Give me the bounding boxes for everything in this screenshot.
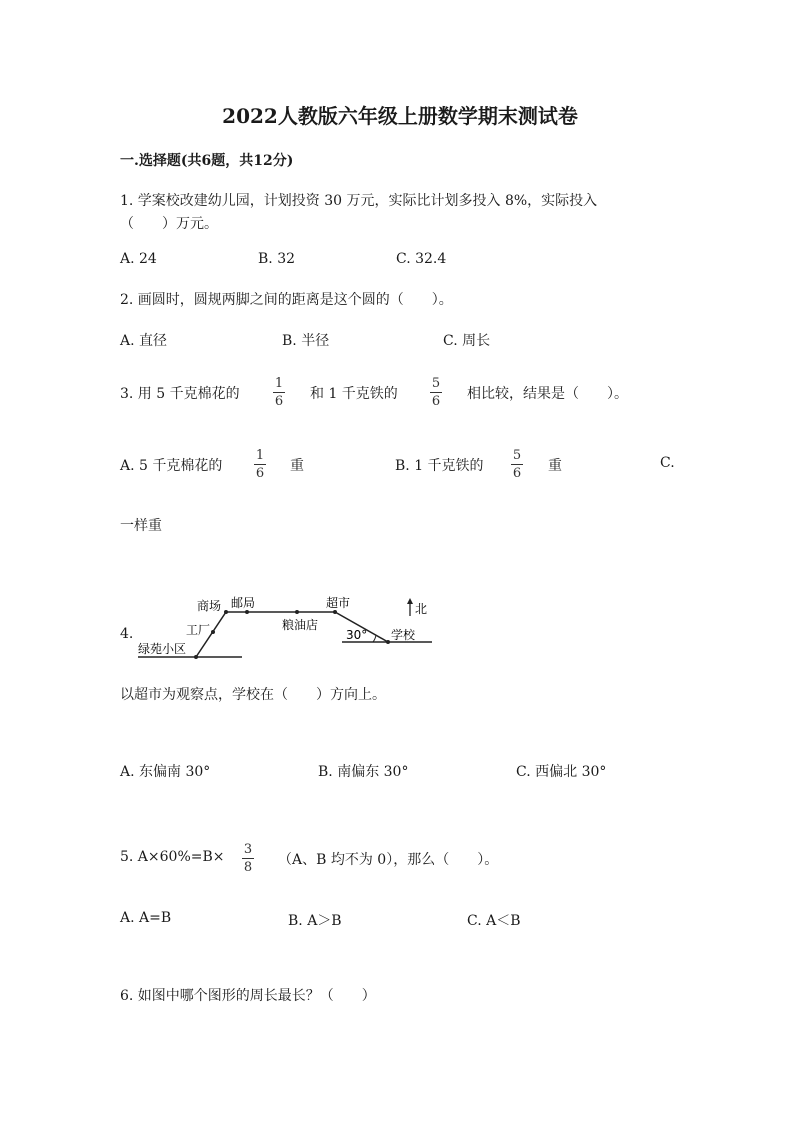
point-shangchang xyxy=(224,610,228,614)
q1-option-c: C. 32.4 xyxy=(396,251,447,267)
label-gongchang: 工厂 xyxy=(186,623,211,637)
q2-option-a: A. 直径 xyxy=(120,333,168,349)
q3-text-part1: 3. 用 5 千克棉花的 xyxy=(120,386,240,402)
point-chaoshi xyxy=(333,610,337,614)
q5-text-part2: （A、B 均不为 0），那么（ ）。 xyxy=(278,852,499,868)
q4-option-b: B. 南偏东 30° xyxy=(318,764,409,780)
q3-fraction-2-denominator: 6 xyxy=(431,394,441,409)
q3-text-part3: 相比较，结果是（ ）。 xyxy=(467,386,628,402)
q3-option-b-text: B. 1 千克铁的 xyxy=(395,458,484,474)
q3-option-a-numerator: 1 xyxy=(255,448,265,463)
q5-fraction xyxy=(242,843,254,874)
q3-fraction-2-numerator: 5 xyxy=(431,376,441,391)
q2-text: 2. 画圆时，圆规两脚之间的距离是这个圆的（ ）。 xyxy=(120,292,453,308)
q4-option-a: A. 东偏南 30° xyxy=(120,764,211,780)
q4-text: 以超市为观察点，学校在（ ）方向上。 xyxy=(120,687,386,703)
point-xuexiao xyxy=(386,640,390,644)
label-bei: 北 xyxy=(415,602,428,616)
q4-number: 4. xyxy=(120,626,134,642)
q3-fraction-1-denominator: 6 xyxy=(274,394,284,409)
page-title: 2022人教版六年级上册数学期末测试卷 xyxy=(222,104,578,128)
q5-fraction-numerator: 3 xyxy=(243,842,253,857)
q3-option-a-fraction xyxy=(254,449,266,480)
section-heading: 一.选择题(共6题，共12分) xyxy=(120,153,294,169)
q1-option-a: A. 24 xyxy=(120,251,157,267)
fraction-bar xyxy=(511,464,523,465)
fraction-bar xyxy=(242,858,254,859)
q3-option-a-suffix: 重 xyxy=(290,458,304,474)
q3-option-c-label: C. xyxy=(660,455,675,471)
q5-text-part1: 5. A×60%=B× xyxy=(120,849,225,865)
q1-text-line1: 1. 学案校改建幼儿园，计划投资 30 万元，实际比计划多投入 8%，实际投入 xyxy=(120,193,598,209)
q1-text-line2: （ ）万元。 xyxy=(120,216,218,232)
q3-option-a-denominator: 6 xyxy=(255,466,265,481)
q3-option-a-text: A. 5 千克棉花的 xyxy=(120,458,223,474)
fraction-bar xyxy=(430,392,442,393)
label-shangchang: 商场 xyxy=(197,599,222,613)
point-gongchang xyxy=(211,630,215,634)
q3-option-b-fraction xyxy=(511,449,523,480)
label-chaoshi: 超市 xyxy=(326,596,351,610)
q6-text: 6. 如图中哪个图形的周长最长？（ ） xyxy=(120,988,376,1004)
q3-option-b-numerator: 5 xyxy=(512,448,522,463)
fraction-bar xyxy=(273,392,285,393)
angle-arc xyxy=(373,635,376,642)
q3-text-part2: 和 1 千克铁的 xyxy=(310,386,398,402)
label-angle: 30° xyxy=(346,628,368,642)
label-lvyuan: 绿苑小区 xyxy=(138,642,187,656)
fraction-bar xyxy=(254,464,266,465)
q5-option-b: B. A＞B xyxy=(288,913,342,929)
point-youju xyxy=(245,610,249,614)
q5-fraction-denominator: 8 xyxy=(243,860,253,875)
q5-option-c: C. A＜B xyxy=(467,913,521,929)
q3-fraction-1 xyxy=(273,377,285,408)
label-xuexiao: 学校 xyxy=(391,628,416,642)
label-youju: 邮局 xyxy=(231,596,256,610)
q3-option-c-text: 一样重 xyxy=(120,518,162,534)
point-lvyuan xyxy=(194,655,198,659)
q2-option-b: B. 半径 xyxy=(282,333,330,349)
north-arrow-head-icon xyxy=(407,598,413,604)
q3-fraction-1-numerator: 1 xyxy=(274,376,284,391)
q2-option-c: C. 周长 xyxy=(443,333,491,349)
q4-option-c: C. 西偏北 30° xyxy=(516,764,607,780)
q1-option-b: B. 32 xyxy=(258,251,296,267)
q3-option-b-denominator: 6 xyxy=(512,466,522,481)
label-liangyoudian: 粮油店 xyxy=(282,618,319,632)
q5-option-a: A. A=B xyxy=(120,910,172,926)
point-liangyoudian xyxy=(295,610,299,614)
q4-route-map xyxy=(130,590,440,662)
q3-option-b-suffix: 重 xyxy=(548,458,562,474)
q3-fraction-2 xyxy=(430,377,442,408)
